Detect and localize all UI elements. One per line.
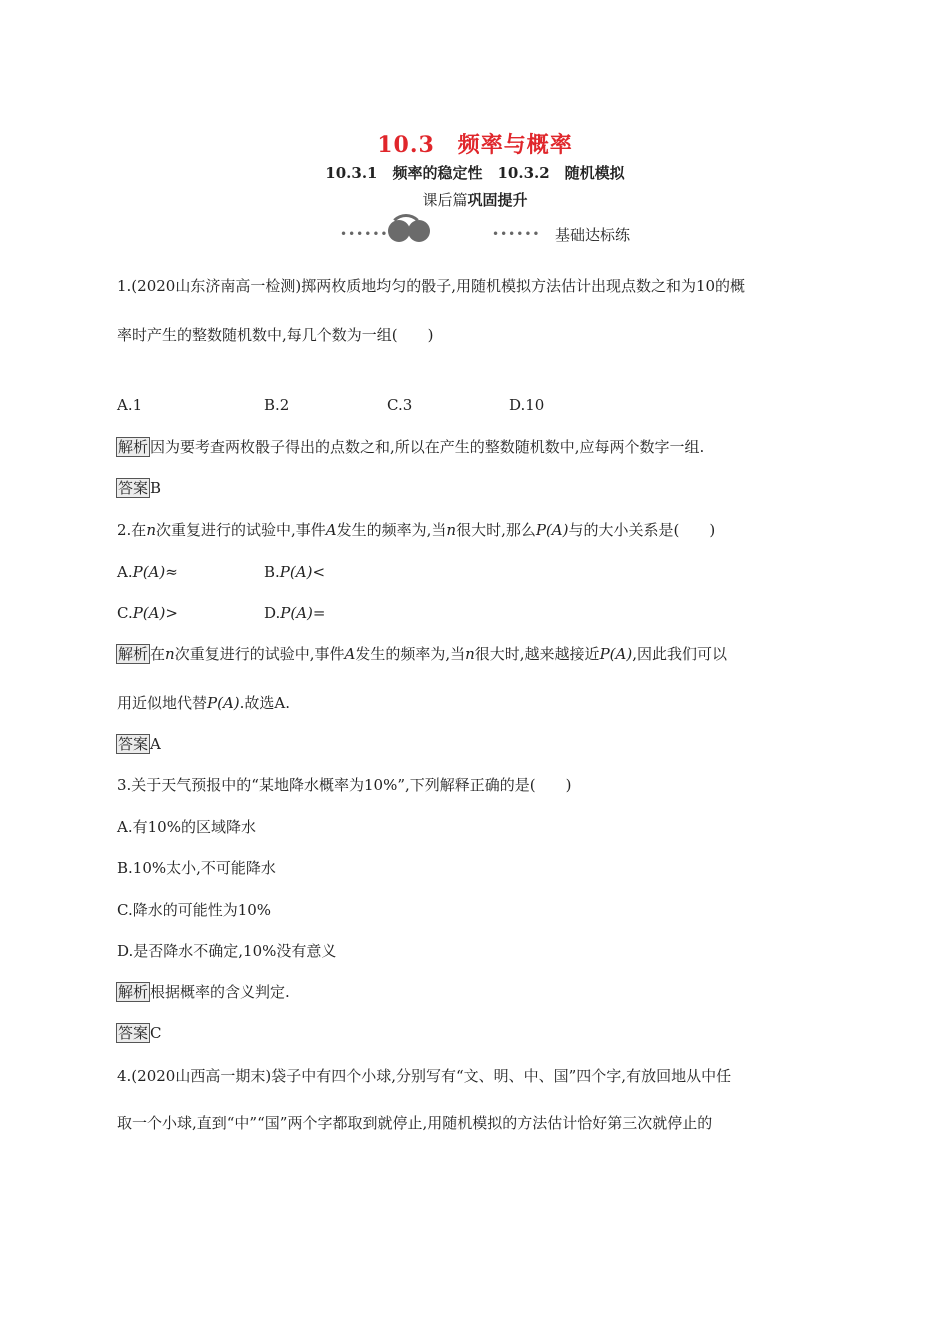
q2-var-n: n: [146, 521, 156, 539]
section-prefix: 课后篇: [422, 191, 468, 209]
q2-stem-b: 次重复进行的试验中,事件: [155, 521, 326, 539]
q2-analysis-p: P(A): [599, 645, 633, 663]
q2-opt-d-p: P(A): [280, 604, 313, 622]
q2-analysis-line2: [117, 693, 290, 713]
analysis-tag: 解析: [118, 645, 149, 663]
q2-analysis: [116, 644, 727, 664]
page-subtitle: 10.3.1 频率的稳定性 10.3.2 随机模拟: [325, 164, 625, 182]
answer-tag: 答案: [118, 1024, 149, 1042]
q2-stem-e: 与的大小关系是( ): [568, 521, 716, 539]
q2-opt-b-prefix: B.: [264, 563, 280, 581]
q1-answer-text: B: [150, 479, 162, 497]
section-bold: 巩固提升: [467, 191, 528, 209]
q3-answer: [116, 1023, 162, 1043]
q2-opt-d-sym: =: [312, 604, 326, 622]
q1-option-d: D.10: [509, 396, 545, 414]
analysis-tag: 解析: [118, 438, 149, 456]
q2-var-a: A: [325, 521, 337, 539]
q2-opt-c-sym: >: [165, 604, 178, 622]
q3-option-b: B.10%太小,不可能降水: [117, 859, 276, 877]
q3-analysis: [116, 982, 290, 1002]
q1-stem-line1: 1.(2020山东济南高一检测)掷两枚质地均匀的骰子,用随机模拟方法估计出现点数之和为10的概: [117, 277, 746, 295]
banner-label: 基础达标练: [555, 226, 631, 244]
dots-right-icon: ••••••: [492, 227, 541, 241]
q3-option-a: A.有10%的区域降水: [117, 818, 256, 836]
q2-analysis-n2: n: [465, 645, 475, 663]
q3-stem: 3.关于天气预报中的“某地降水概率为10%”,下列解释正确的是( ): [117, 776, 572, 794]
q2-stem-d: 很大时,那么: [456, 521, 536, 539]
q2-opt-c-p: P(A): [132, 604, 166, 622]
q2-analysis-var-a: A: [344, 645, 356, 663]
q2-opt-b-sym: <: [312, 563, 326, 581]
dots-left-icon: ••••••: [340, 227, 389, 241]
circle-right-icon: [408, 220, 430, 242]
section-banner: [340, 216, 640, 246]
q2-analysis-n: n: [165, 645, 175, 663]
q2-opt-a-sym: ≈: [165, 563, 178, 581]
q3-option-c: C.降水的可能性为10%: [117, 901, 272, 919]
answer-tag: 答案: [118, 735, 149, 753]
q2-var-n2: n: [446, 521, 457, 539]
q2-analysis-e: ,因此我们可以: [632, 645, 727, 663]
q1-option-a: A.1: [117, 396, 143, 414]
q4-stem-line2: 取一个小球,直到“中”“国”两个字都取到就停止,用随机模拟的方法估计恰好第三次就停止的: [117, 1114, 713, 1132]
q2-analysis-a: 在: [150, 645, 166, 663]
circle-left-icon: [388, 220, 410, 242]
q1-analysis-text: 因为要考查两枚骰子得出的点数之和,所以在产生的整数随机数中,应每两个数字一组.: [150, 438, 705, 456]
q3-option-d: D.是否降水不确定,10%没有意义: [117, 942, 337, 960]
analysis-tag: 解析: [118, 983, 149, 1001]
q2-option-c: [117, 603, 178, 623]
q2-var-pa: P(A): [535, 521, 569, 539]
q2-opt-a-prefix: A.: [117, 563, 133, 581]
q2-analysis-d: 很大时,越来越接近: [474, 645, 600, 663]
q4-stem-line1: 4.(2020山西高一期末)袋子中有四个小球,分别写有“文、明、中、国”四个字,有放回地从中任: [117, 1067, 732, 1085]
page-title: 10.3 频率与概率: [377, 132, 573, 158]
section-heading: [0, 189, 950, 210]
q2-opt-b-p: P(A): [279, 563, 313, 581]
q2-opt-c-prefix: C.: [117, 604, 133, 622]
q2-analysis-c: 发生的频率为,当: [355, 645, 466, 663]
q2-answer-text: A: [150, 735, 161, 753]
q2-stem: [117, 520, 715, 540]
q1-answer: [116, 478, 161, 498]
answer-tag: 答案: [118, 479, 149, 497]
q2-option-b: [264, 562, 325, 582]
q2-analysis-b: 次重复进行的试验中,事件: [174, 645, 345, 663]
q2-option-d: [264, 603, 325, 623]
q1-stem-line2: 率时产生的整数随机数中,每几个数为一组( ): [117, 326, 434, 344]
q3-answer-text: C: [150, 1024, 162, 1042]
q2-opt-a-p: P(A): [132, 563, 166, 581]
q3-analysis-text: 根据概率的含义判定.: [150, 983, 290, 1001]
q2-answer: [116, 734, 161, 754]
q2-stem-a: 2.在: [117, 521, 147, 539]
q2-analysis2-a: 用近似地代替: [117, 694, 208, 712]
q1-option-b: B.2: [264, 396, 290, 414]
q2-option-a: [117, 562, 178, 582]
q2-stem-c: 发生的频率为,当: [336, 521, 447, 539]
q1-option-c: C.3: [387, 396, 413, 414]
q2-opt-d-prefix: D.: [264, 604, 281, 622]
q2-analysis2-b: .故选A.: [239, 694, 291, 712]
q2-analysis2-p: P(A): [207, 694, 240, 712]
q1-analysis: [116, 437, 704, 457]
